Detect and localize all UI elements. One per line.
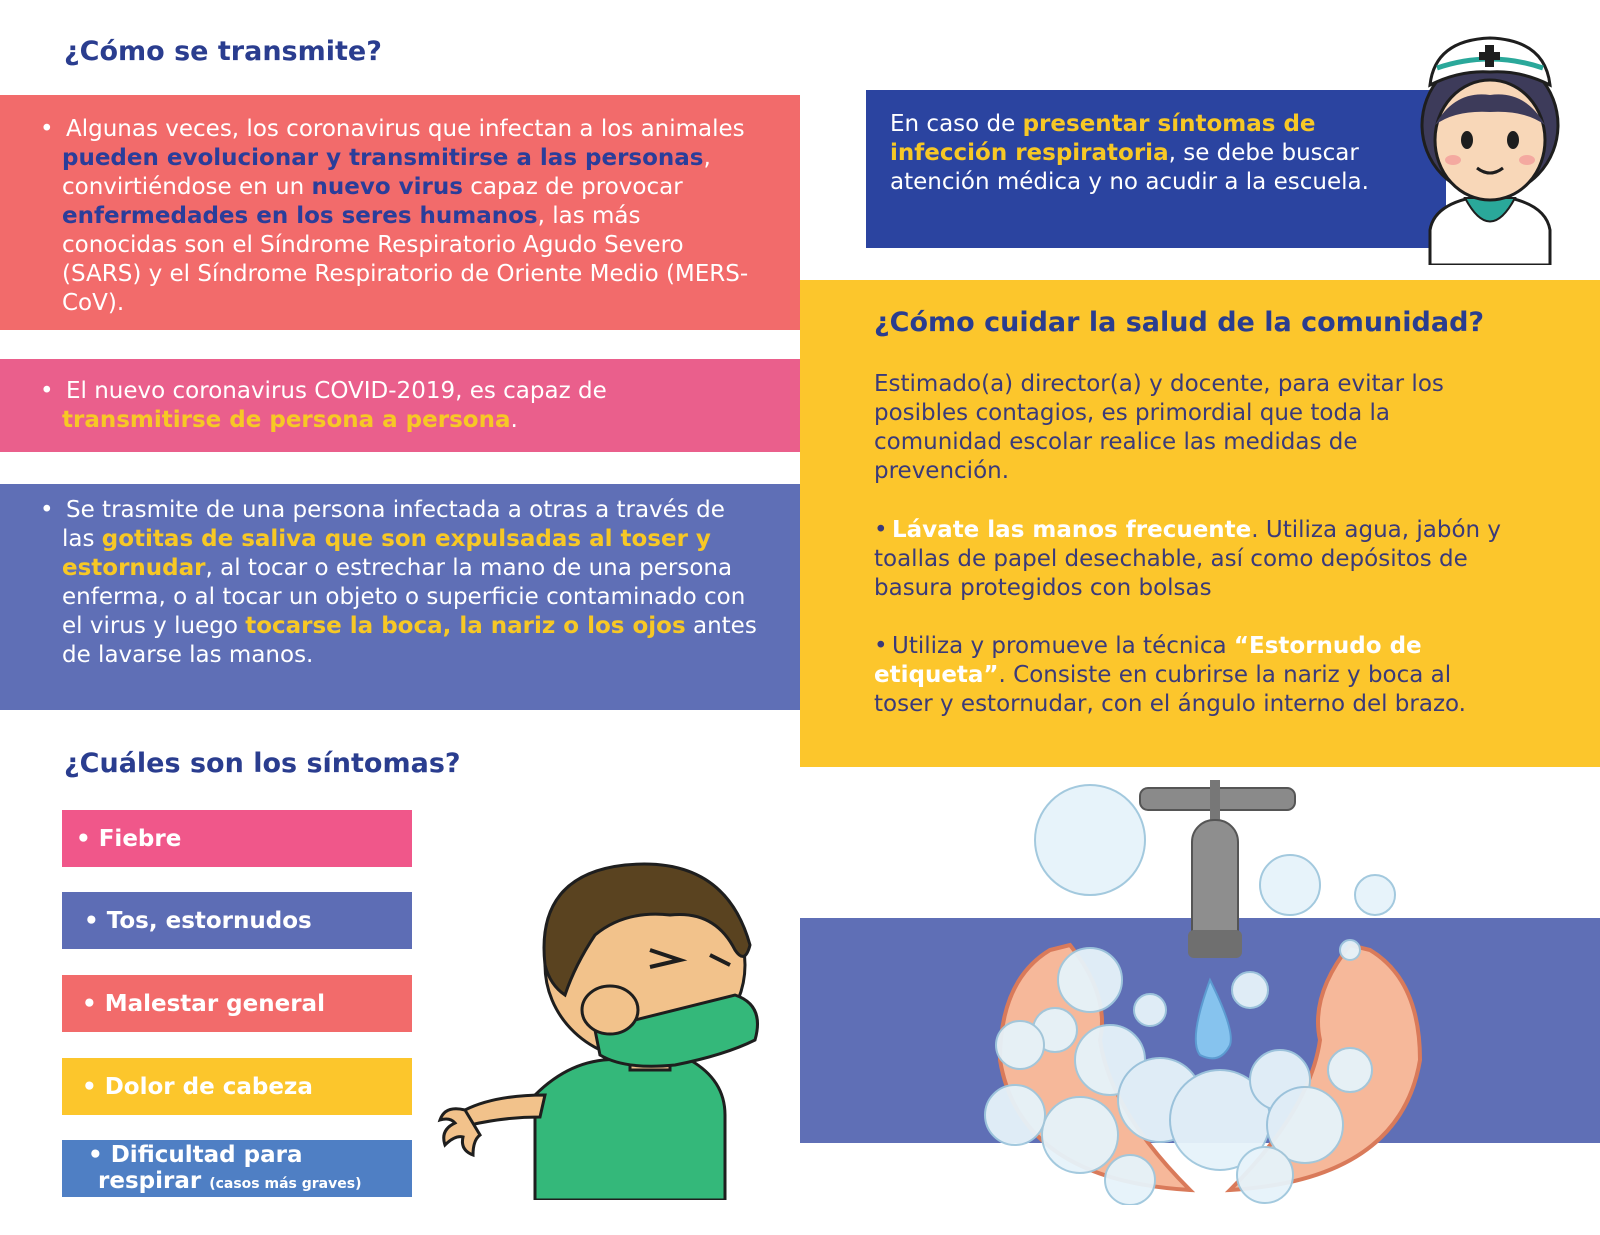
bullet-icon: • [874, 517, 888, 543]
symptom-breathing: • Dificultad para respirar (casos más graves) [62, 1140, 412, 1197]
handwashing-illustration [960, 780, 1460, 1205]
nurse-note [866, 90, 1446, 248]
transmit-box-animals-text: • Algunas veces, los coronavirus que infectan a los animales pueden evolucionar y transmitirse a las personas, convirtiéndose en un nuevo virus capaz de provocar enfermedades en los seres humanos, las más conocidas son el Síndrome Respiratorio Agudo Severo (SARS) y el Síndrome Respiratorio de Oriente Medio (MERS-CoV). [40, 116, 749, 316]
symptom-cough: • Tos, estornudos [62, 892, 412, 949]
transmit-box-animals [0, 95, 800, 330]
transmit-box-droplets [0, 484, 800, 710]
bullet-icon: • [40, 116, 54, 142]
community-tip-handwash: • Lávate las manos frecuente. Utiliza agua, jabón y toallas de papel desechable, así como depósitos de basura protegidos con bolsas [874, 517, 1502, 601]
transmit-box-droplets-text: • Se trasmite de una persona infectada a otras a través de las gotitas de saliva que son expulsadas al toser y estornudar, al tocar o estrechar la mano de una persona enferma, o al tocar un objeto o superficie contaminado con el virus y luego tocarse la boca, la nariz o los ojos antes de lavarse las manos. [40, 497, 757, 668]
sneezing-boy-illustration [425, 855, 785, 1200]
symptoms-title: ¿Cuáles son los síntomas? [64, 748, 461, 779]
transmit-title: ¿Cómo se transmite? [64, 36, 382, 67]
bullet-icon: • [40, 378, 54, 404]
transmit-box-person [0, 359, 800, 452]
symptom-headache: • Dolor de cabeza [62, 1058, 412, 1115]
community-tip-sneeze: • Utiliza y promueve la técnica “Estornudo de etiqueta”. Consiste en cubrirse la nariz y boca al toser y estornudar, con el ángulo interno del brazo. [874, 633, 1466, 717]
transmit-box-person-text: • El nuevo coronavirus COVID-2019, es capaz de transmitirse de persona a persona. [40, 378, 607, 433]
community-intro: Estimado(a) director(a) y docente, para evitar los posibles contagios, es primordial que toda la comunidad escolar realice las medidas de prevención. [874, 371, 1444, 484]
nurse-illustration [1415, 30, 1565, 265]
symptom-malaise: • Malestar general [62, 975, 412, 1032]
bullet-icon: • [40, 497, 54, 523]
nurse-note-text: En caso de presentar síntomas de infección respiratoria, se debe buscar atención médica y no acudir a la escuela. [890, 111, 1369, 195]
symptom-fever: • Fiebre [62, 810, 412, 867]
community-title: ¿Cómo cuidar la salud de la comunidad? [874, 307, 1485, 338]
bullet-icon: • [874, 633, 888, 659]
